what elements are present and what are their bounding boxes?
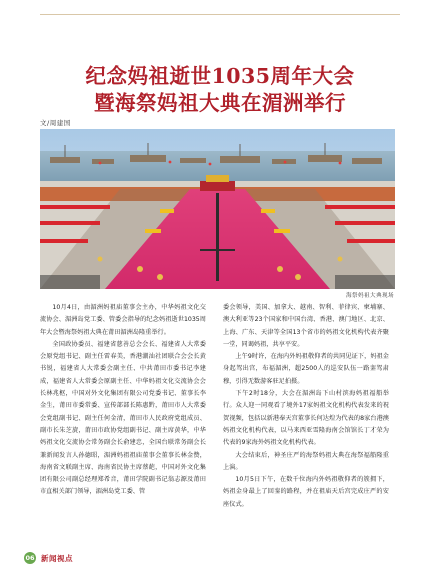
photo-caption: 海祭妈祖大典现场 bbox=[346, 293, 394, 299]
page-footer bbox=[24, 552, 73, 564]
paragraph-5: 大会结束后，神圣庄严的海祭妈祖大典在海祭福船隆重上演。 bbox=[223, 451, 389, 471]
body-column-right bbox=[223, 302, 389, 511]
top-rule bbox=[40, 14, 400, 15]
paragraph-4: 下午2时18分，大会在湄洲岛下山村滨海妈祖福船举行。众人迎一同观看了境外17家妈祖文化机构代表发来的祝贺视频，包括以新港奉天宫董事长何达煌为代表的8家台港澳妈祖文化机构代表，以马来西亚雪隆海南会馆馆长丁才荣为代表的9家海外妈祖文化机构代表。 bbox=[223, 390, 389, 447]
byline: 文/周建国 bbox=[40, 119, 71, 127]
paragraph-6: 10月5日下午，在数千位海内外妈祖敬仰者的簇拥下，妈祖金身最上了回銮的路程，并在祖庙天后宫完成庄严的安座仪式。 bbox=[223, 476, 389, 508]
paragraph-1: 10月4日，由湄洲妈祖庙董事会主办，中华妈祖文化交流协会、湄洲岛党工委、管委会指导的纪念妈祖逝世1035周年大会暨海祭妈祖大典在莆田湄洲岛隆重举行。 bbox=[40, 304, 206, 336]
article-title-line-2: 暨海祭妈祖大典在湄洲举行 bbox=[94, 91, 346, 115]
paragraph-2: 全国政协委员、福建省慈善总会会长、福建省人大常委会原党组书记、副主任雷春美，香港潮汕社团联合会会长黄书锐，福建省人大常委会副主任、中共莆田市委书记李建成，福建省人大常委会原副主任、中华妈祖文化交流协会会长林兆枢，中国对外文化集团有限公司党委书记、董事长李金生，莆田市委常委、宣传部部长陈惠黔，莆田市人大常委会党组副书记、副主任何金清，莆田市人民政府党组成员、副市长朱芝旋，莆田市政协党组副书记、副主席黄华，中华妈祖文化交流协会常务副会长俞建忠，全国台联常务副会长兼新闻发言人孙德昭，湄洲妈祖祖庙董事会董事长林金赞，海南省文联副主席、海南省民协主席蔡葩，中国对外文化集团有限公司副总经理郑希音，莆田学院副书记翁志源及莆田市直相关部门领导，湄洲岛党工委、管 bbox=[40, 340, 206, 496]
article-title-line-1: 纪念妈祖逝世1035周年大会 bbox=[85, 64, 355, 88]
paragraph-2-continued: 委会领导，美国、加拿大、越南、智利、菲律宾、柬埔寨、澳大利亚等23个国家和中国台湾、香港、澳门地区、北京、上海、广东、天津等全国13个省市的妈祖文化机构代表齐聚一堂，同谒妈祖，共享平安。 bbox=[223, 304, 389, 348]
ceremony-photo bbox=[40, 129, 395, 289]
body-column-left bbox=[40, 302, 206, 499]
paragraph-3: 上午9时许，在海内外妈祖敬仰者的共同见证下，妈祖金身起驾出宫，布福湄洲，超2500人的巡安队伍一路銮驾肃穆，引得无数游客驻足拍摄。 bbox=[223, 353, 389, 385]
section-label: 新闻视点 bbox=[41, 553, 73, 563]
ceremony-photo-illustration bbox=[40, 129, 395, 289]
page-number-badge: 06 bbox=[25, 554, 35, 562]
